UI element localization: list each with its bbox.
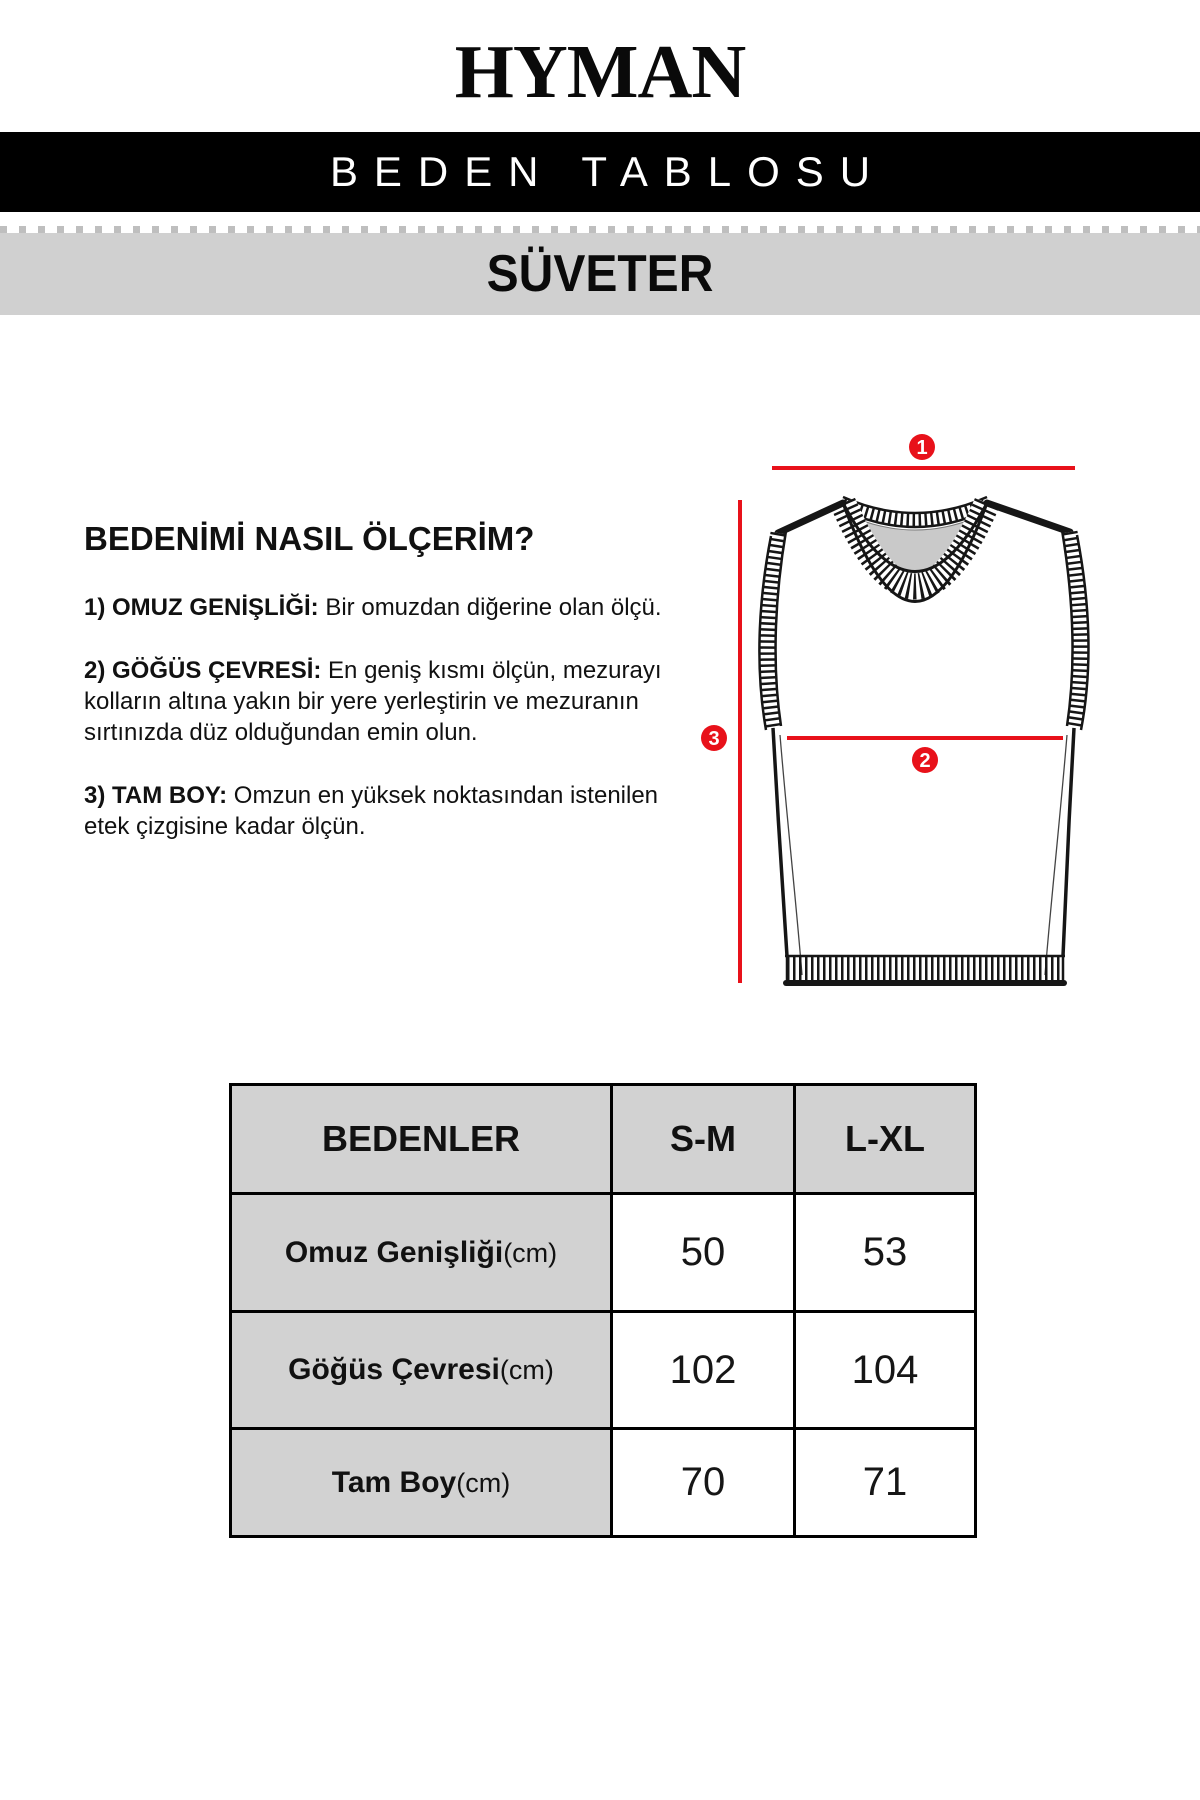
size-table	[229, 1083, 977, 1538]
header-cell-lxl	[795, 1085, 976, 1194]
instruction-shoulder-label: 1) OMUZ GENİŞLİĞİ:	[84, 594, 319, 621]
row-label-cell-chest	[231, 1312, 612, 1429]
size-table-banner	[0, 132, 1200, 212]
instruction-length-label: 3) TAM BOY:	[84, 782, 228, 809]
marker-1-number: 1	[916, 437, 928, 459]
row-label-shoulder: Omuz Genişliği	[284, 1235, 504, 1269]
size-table-header-row	[231, 1085, 976, 1194]
table-row-chest	[231, 1312, 976, 1429]
value-shoulder-sm: 50	[680, 1230, 726, 1274]
row-label-chest: Göğüs Çevresi	[288, 1353, 500, 1386]
instruction-shoulder	[84, 592, 684, 623]
instruction-chest-label: 2) GÖĞÜS ÇEVRESİ:	[84, 657, 322, 684]
instructions-heading: BEDENİMİ NASIL ÖLÇERİM?	[84, 520, 535, 557]
instruction-chest-text: En geniş kısmı ölçün, mezurayı kolların altına yakın bir yere yerleştirin ve mezuranın sırtınızda düz olduğundan emin olun.	[84, 657, 662, 746]
brand-logo: HYMAN	[454, 29, 746, 114]
row-unit-chest: (cm)	[499, 1355, 554, 1385]
table-row-length	[231, 1429, 976, 1537]
measurement-instructions	[84, 520, 684, 874]
size-table-banner-label: BEDEN TABLOSU	[329, 148, 886, 195]
table-row-shoulder	[231, 1194, 976, 1312]
row-unit-shoulder: (cm)	[503, 1237, 558, 1268]
instruction-chest	[84, 655, 684, 748]
value-length-sm: 70	[680, 1460, 726, 1504]
value-chest-sm: 102	[669, 1347, 737, 1392]
value-cell-length-sm	[612, 1429, 795, 1537]
header-label-bedenler: BEDENLER	[321, 1118, 521, 1159]
header-cell-bedenler	[231, 1085, 612, 1194]
vest-measurement-diagram	[690, 430, 1110, 1000]
marker-2-number: 2	[919, 750, 931, 772]
row-label-cell-shoulder	[231, 1194, 612, 1312]
row-unit-length: (cm)	[456, 1467, 511, 1498]
instruction-length	[84, 780, 684, 842]
value-length-lxl: 71	[862, 1460, 908, 1504]
instruction-shoulder-text: Bir omuzdan diğerine olan ölçü.	[325, 594, 662, 621]
value-shoulder-lxl: 53	[862, 1230, 908, 1274]
value-cell-length-lxl	[795, 1429, 976, 1537]
value-cell-chest-lxl	[795, 1312, 976, 1429]
dotted-divider	[0, 226, 1200, 233]
value-cell-shoulder-sm	[612, 1194, 795, 1312]
row-label-length: Tam Boy	[331, 1465, 457, 1499]
product-banner-label: SÜVETER	[486, 245, 714, 303]
row-label-cell-length	[231, 1429, 612, 1537]
header-cell-sm	[612, 1085, 795, 1194]
instruction-length-text: Omzun en yüksek noktasından istenilen etek çizgisine kadar ölçün.	[84, 782, 659, 840]
product-banner	[0, 233, 1200, 315]
value-cell-chest-sm	[612, 1312, 795, 1429]
value-chest-lxl: 104	[851, 1347, 919, 1392]
marker-3-number: 3	[708, 728, 720, 750]
header-label-lxl: L-XL	[845, 1118, 925, 1159]
value-cell-shoulder-lxl	[795, 1194, 976, 1312]
header-label-sm: S-M	[670, 1118, 736, 1159]
